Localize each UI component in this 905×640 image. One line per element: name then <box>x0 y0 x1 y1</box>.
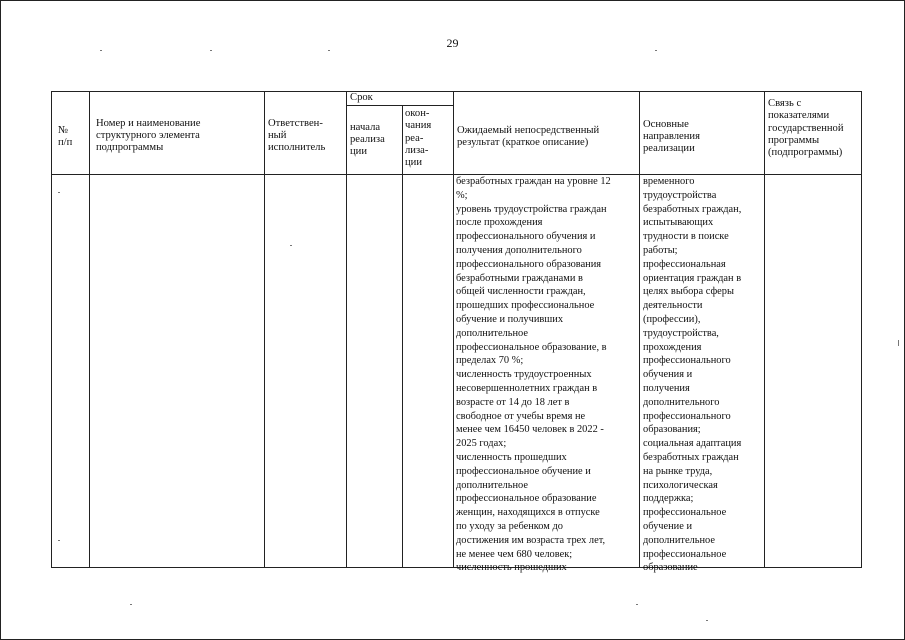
header-result <box>457 122 637 152</box>
scan-speck <box>130 604 132 605</box>
header-directions-text: Основные направления реализации <box>643 118 700 155</box>
header-link <box>768 98 862 159</box>
scan-speck <box>58 192 60 193</box>
header-link-text: Связь с показателями государственной программы (подпрограммы) <box>768 98 844 159</box>
scan-speck <box>290 245 292 246</box>
directions-cell: временного трудоустройства безработных граждан, испытывающих трудности в поиске работы; профессиональная ориентация граждан в целях выбора сферы деятельности (профессии), трудоустройства, прохождения профессионального обучения и получения дополнительного профессионального образования; социальная адаптация безработных граждан на рынке труда, психологическая поддержка; профессиональное обучение и дополнительное профессиональное образование <box>643 176 742 574</box>
scan-speck <box>328 50 330 51</box>
col-divider <box>264 92 265 567</box>
header-term <box>350 92 450 104</box>
header-result-text: Ожидаемый непосредственный результат (краткое описание) <box>457 124 600 148</box>
header-end-text: окон- чания реа- лиза- ции <box>405 108 432 169</box>
scan-speck <box>100 50 102 51</box>
scan-speck <box>706 620 708 621</box>
scan-speck <box>210 50 212 51</box>
scan-speck <box>655 50 657 51</box>
header-num <box>58 112 88 162</box>
col-divider <box>639 92 640 567</box>
header-responsible <box>268 110 344 162</box>
scan-speck <box>636 604 638 605</box>
header-name <box>96 110 261 162</box>
header-name-text: Номер и наименование структурного элемента подпрограммы <box>96 117 201 154</box>
header-start-text: начала реализа ции <box>350 121 385 158</box>
page-number: 29 <box>446 36 459 50</box>
col-divider <box>764 92 765 567</box>
header-responsible-text: Ответствен- ный исполнитель <box>268 117 326 154</box>
col-divider <box>89 92 90 567</box>
header-end <box>405 108 451 169</box>
scan-speck <box>898 340 899 346</box>
col-divider <box>346 92 347 567</box>
header-term-text: Срок <box>350 92 373 103</box>
scan-speck <box>58 540 60 541</box>
program-table <box>51 91 862 574</box>
result-cell: безработных граждан на уровне 12 %; уровень трудоустройства граждан после прохождения профессионального обучения и получения дополнительного профессионального образования безработными гражданами в общей численности граждан, прошедших профессиональное обучение и получивших дополнительное профессиональное образование, в пределах 70 %; численность трудоустроенных несовершеннолетних граждан в возрасте от 14 до 18 лет в свободное от учебы время не менее чем 16450 человек в 2022 - 2025 годах; численность прошедших профессиональное обучение и дополнительное профессиональное образование женщин, находящихся в отпуске по уходу за ребенком до достижения им возраста трех лет, не менее чем 680 человек; численность прошедших <box>456 176 611 574</box>
header-start <box>350 116 400 164</box>
header-directions <box>643 116 761 158</box>
term-subheader-rule <box>346 105 453 106</box>
header-num-text: № п/п <box>58 124 73 148</box>
col-divider <box>453 92 454 567</box>
